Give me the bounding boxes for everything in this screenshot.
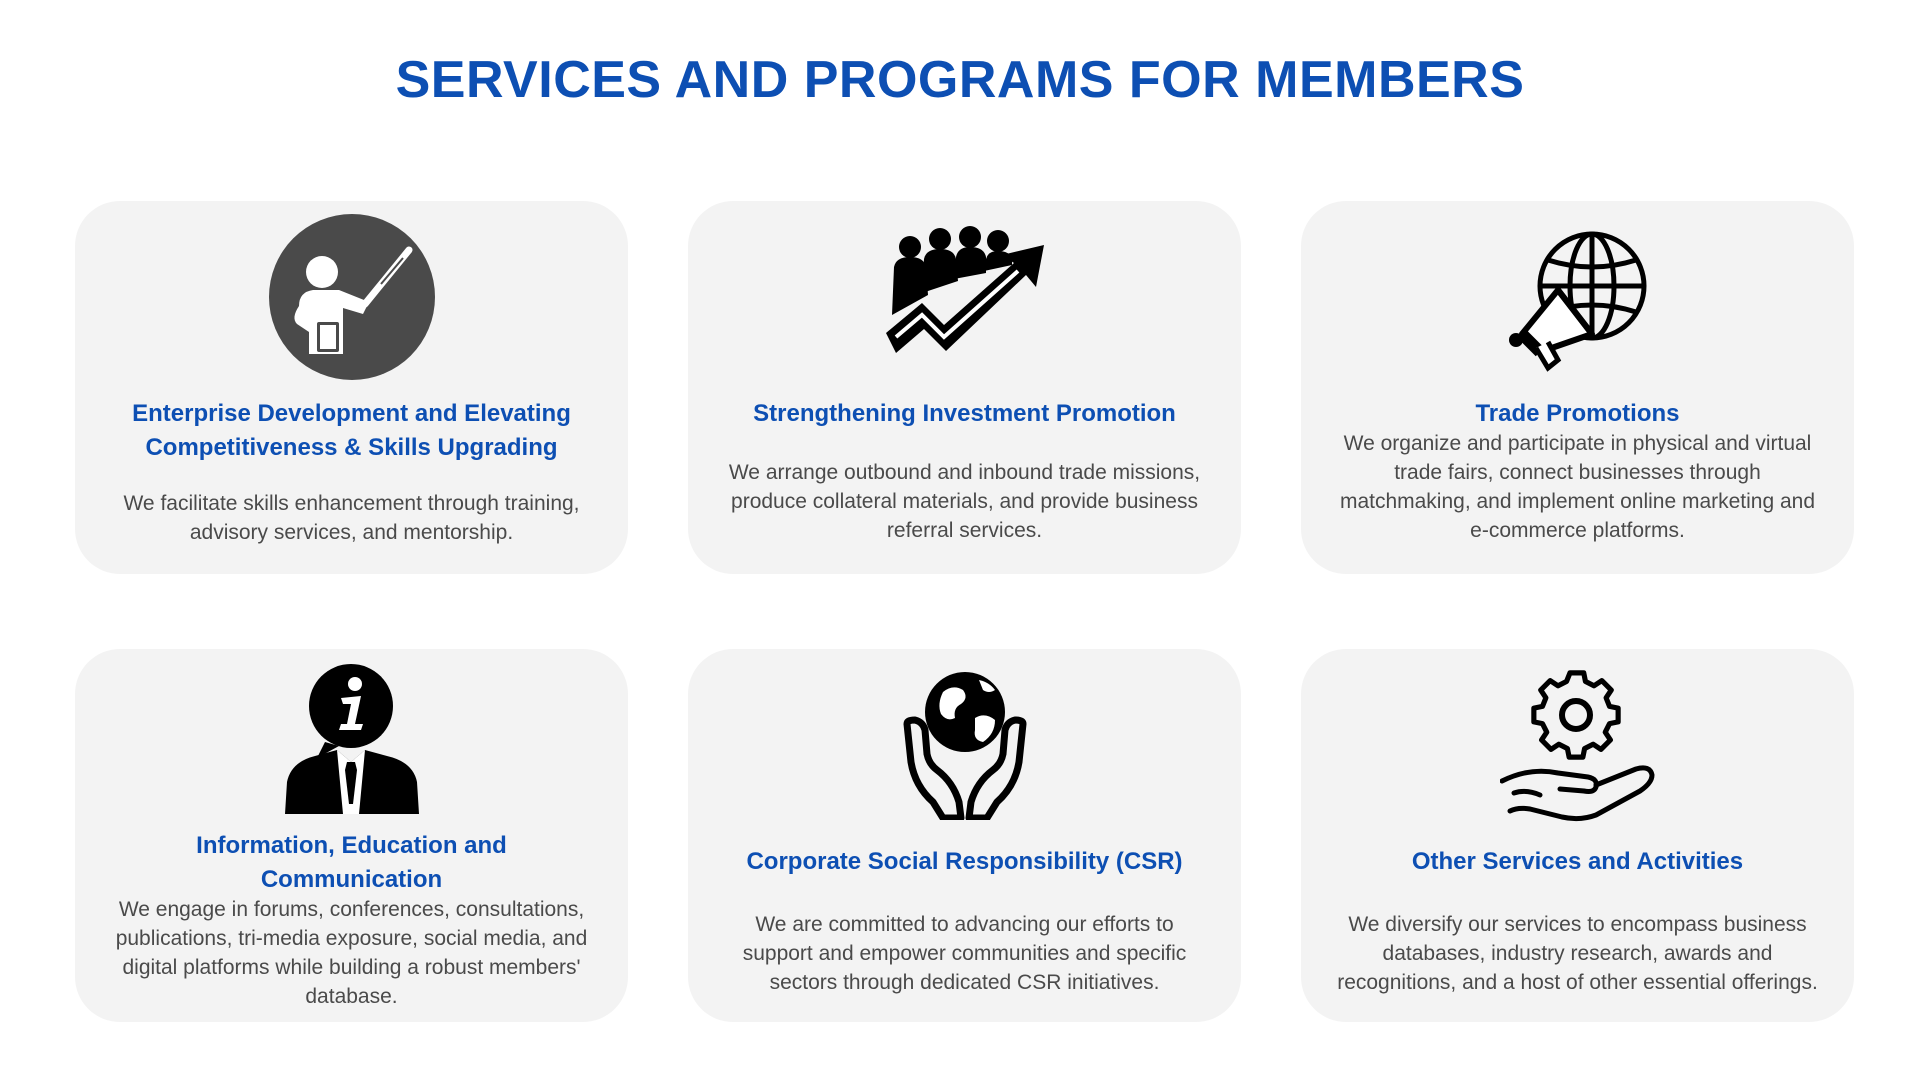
hand-gear-icon xyxy=(1500,669,1656,825)
teacher-pointer-icon xyxy=(269,214,435,380)
service-card-other-services xyxy=(1301,649,1854,1022)
hands-holding-globe-icon xyxy=(903,670,1027,820)
card-title: Enterprise Development and Elevating Competitiveness & Skills Upgrading xyxy=(132,400,571,461)
card-title: Strengthening Investment Promotion xyxy=(753,400,1176,427)
card-title: Corporate Social Responsibility (CSR) xyxy=(746,848,1183,875)
card-description: We engage in forums, conferences, consultations, publications, tri-media exposure, social media, and digital platforms while building a robust members' database. xyxy=(115,898,588,1008)
card-description: We organize and participate in physical and virtual trade fairs, connect businesses through matchmaking, and implement online marketing and e-commerce platforms. xyxy=(1339,432,1816,542)
information-person-icon xyxy=(285,662,419,814)
service-card-enterprise-development xyxy=(75,201,628,574)
team-growth-arrow-icon xyxy=(882,225,1048,355)
service-card-csr xyxy=(688,649,1241,1022)
service-card-investment-promotion xyxy=(688,201,1241,574)
card-description: We arrange outbound and inbound trade missions, produce collateral materials, and provide business referral services. xyxy=(728,461,1201,542)
page-title: SERVICES AND PROGRAMS FOR MEMBERS xyxy=(395,51,1525,109)
card-description: We facilitate skills enhancement through training, advisory services, and mentorship. xyxy=(123,492,580,544)
service-card-information-education xyxy=(75,649,628,1022)
card-description: We diversify our services to encompass business databases, industry research, awards and recognitions, and a host of other essential offerings. xyxy=(1337,913,1818,994)
service-card-trade-promotions xyxy=(1301,201,1854,574)
card-title: Other Services and Activities xyxy=(1411,848,1744,875)
globe-megaphone-icon xyxy=(1506,230,1650,374)
card-description: We are committed to advancing our efforts to support and empower communities and specific sectors through dedicated CSR initiatives. xyxy=(742,913,1187,994)
card-title: Information, Education and Communication xyxy=(196,832,507,893)
card-title: Trade Promotions xyxy=(1475,400,1680,427)
